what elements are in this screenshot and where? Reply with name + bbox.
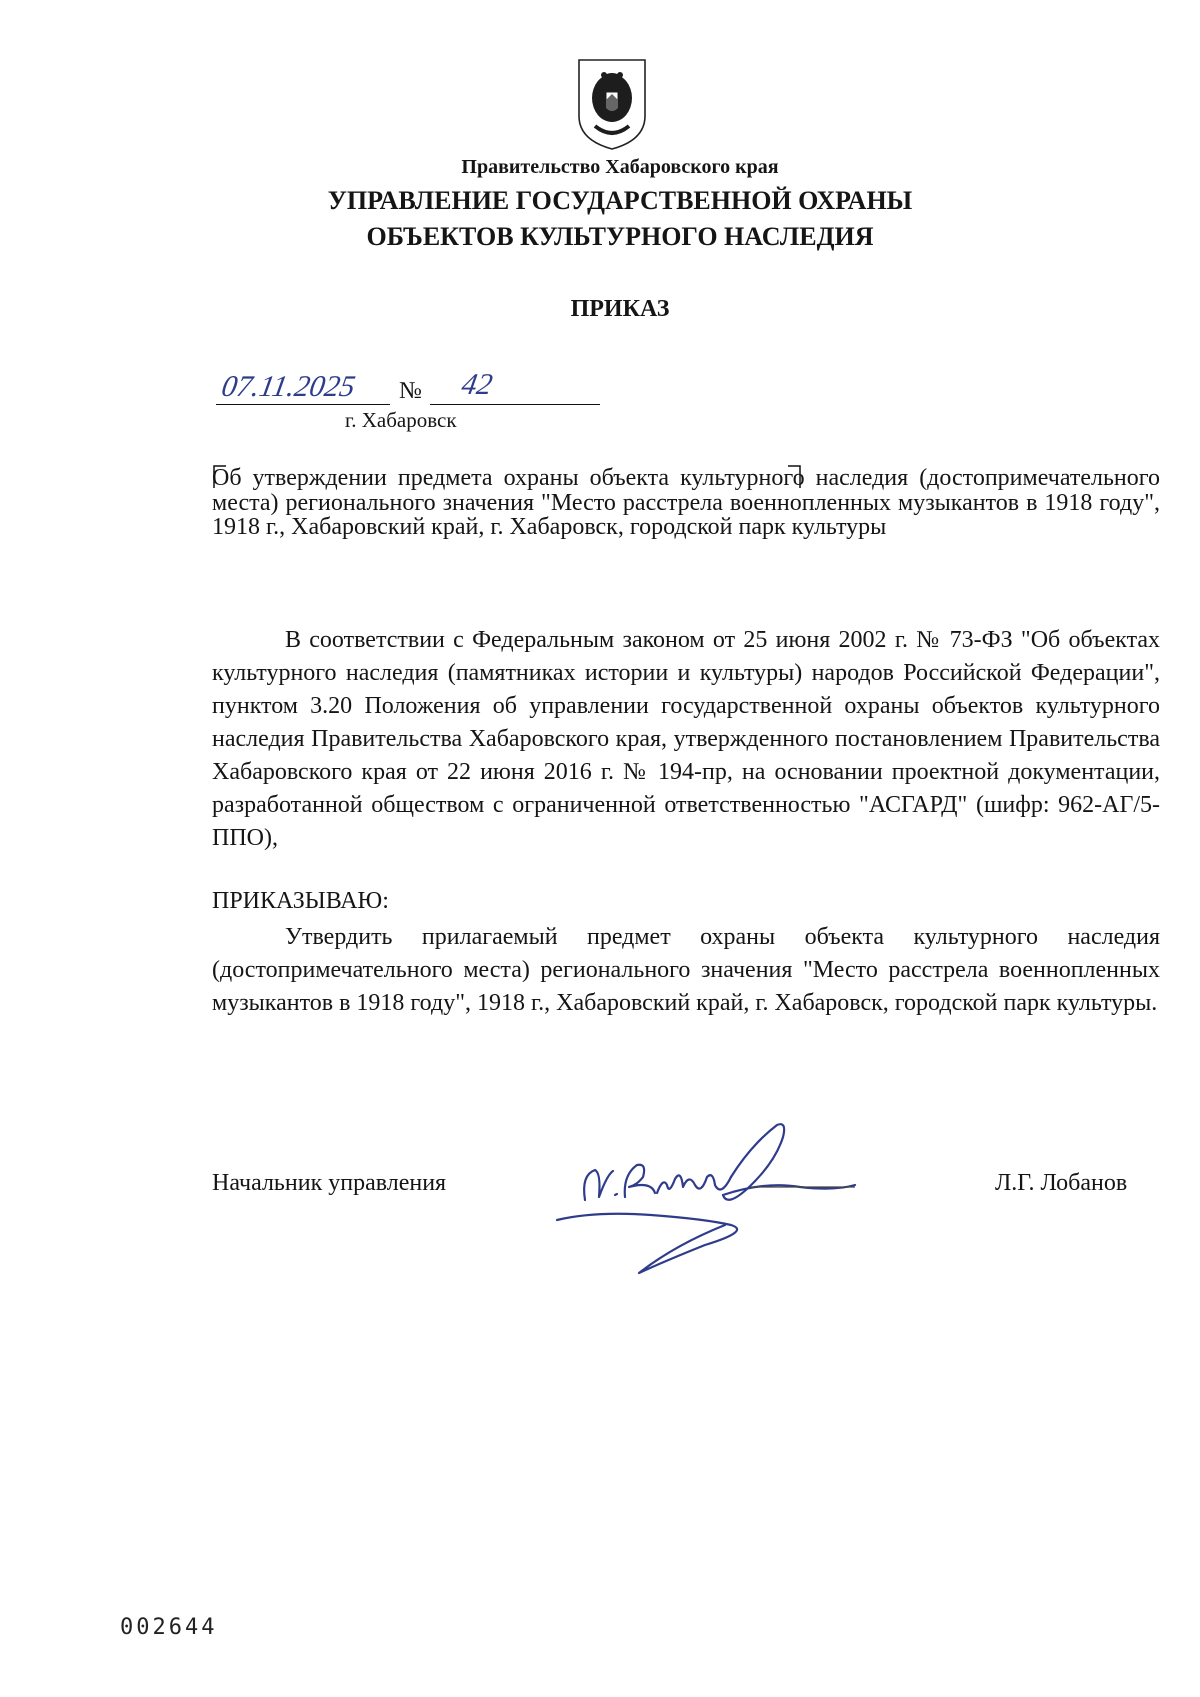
document-type-title: ПРИКАЗ xyxy=(570,296,670,322)
handwritten-date: 07.11.2025 xyxy=(219,370,358,403)
government-name: Правительство Хабаровского края xyxy=(461,156,779,178)
date-underline xyxy=(216,404,390,405)
department-name-line2: ОБЪЕКТОВ КУЛЬТУРНОГО НАСЛЕДИЯ xyxy=(366,222,874,251)
order-subject: Об утверждении предмета охраны объекта культурного наследия (достопримечательного места) регионального значения "Место расстрела военнопленных музыкантов в 1918 году", 1918 г., Хабаровский край, г. Хабаровск, городской парк культуры xyxy=(212,465,1160,540)
registration-stamp-number: 002644 xyxy=(120,1615,218,1640)
handwritten-number: 42 xyxy=(459,368,495,401)
number-underline xyxy=(430,404,600,405)
number-sign: № xyxy=(399,378,422,404)
department-name-line1: УПРАВЛЕНИЕ ГОСУДАРСТВЕННОЙ ОХРАНЫ xyxy=(327,186,913,215)
city-of-issue: г. Хабаровск xyxy=(345,408,457,432)
signatory-name: Л.Г. Лобанов xyxy=(995,1170,1128,1196)
signatory-position: Начальник управления xyxy=(212,1170,447,1196)
decision-paragraph: Утвердить прилагаемый предмет охраны объекта культурного наследия (достопримечательного места) регионального значения "Место расстрела военнопленных музыкантов в 1918 году", 1918 г., Хабаровский край, г. Хабаровск, городской парк культуры. xyxy=(212,924,1160,1016)
coat-of-arms-emblem xyxy=(573,56,651,152)
handwritten-signature xyxy=(555,1115,950,1285)
order-word: ПРИКАЗЫВАЮ: xyxy=(212,888,389,914)
legal-basis-paragraph: В соответствии с Федеральным законом от 25 июня 2002 г. № 73-ФЗ "Об объектах культурного наследия (памятниках истории и культуры) народов Российской Федерации", пунктом 3.20 Положения об управлении государственной охраны объектов культурного наследия Правительства Хабаровского края, утвержденного постановлением Правительства Хабаровского края от 22 июня 2016 г. № 194-пр, на основании проектной документации, разработанной обществом с ограниченной ответственностью "АСГАРД" (шифр: 962-АГ/5-ППО), xyxy=(212,627,1160,851)
